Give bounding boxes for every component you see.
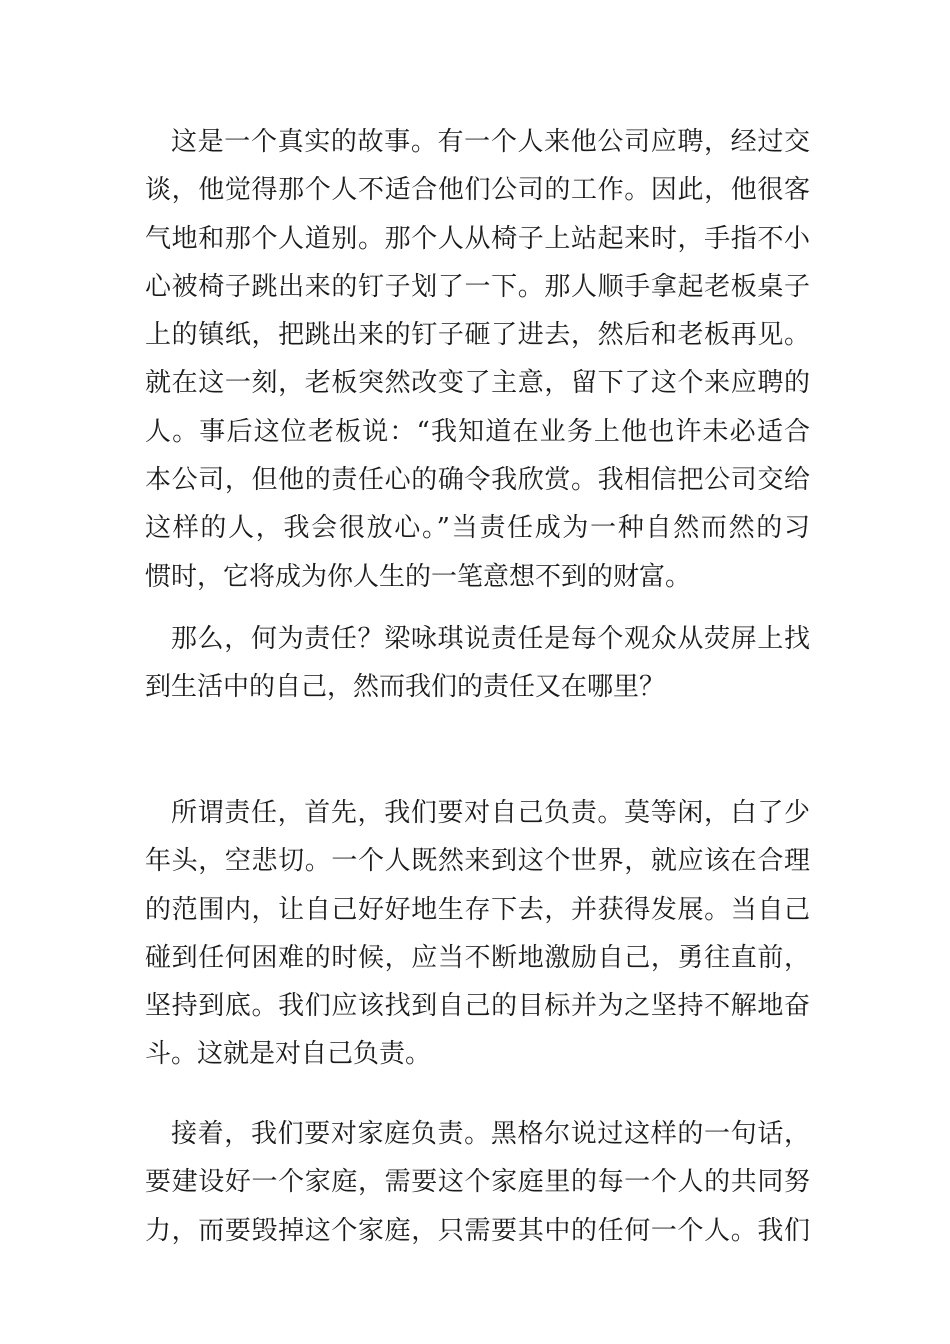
paragraph-story [145, 118, 810, 601]
text-line: 碰到任何困难的时候，应当不断地激励自己，勇往直前， [145, 942, 810, 973]
text-line: 谈，他觉得那个人不适合他们公司的工作。因此，他很客 [145, 175, 810, 206]
text-line: 要建设好一个家庭，需要这个家庭里的每一个人的共同努 [145, 1167, 810, 1198]
text-line: 心被椅子跳出来的钉子划了一下。那人顺手拿起老板桌子 [145, 271, 810, 302]
text-line: 接着，我们要对家庭负责。黑格尔说过这样的一句话， [171, 1119, 810, 1149]
text-line: 惯时，它将成为你人生的一笔意想不到的财富。 [145, 561, 692, 592]
text-line: 斗。这就是对自己负责。 [145, 1039, 432, 1070]
text-line: 这是一个真实的故事。有一个人来他公司应聘，经过交 [171, 127, 810, 157]
text-line: 那么，何为责任？梁咏琪说责任是每个观众从荧屏上找 [171, 624, 810, 654]
text-line: 所谓责任，首先，我们要对自己负责。莫等闲，白了少 [171, 798, 810, 828]
text-line: 上的镇纸，把跳出来的钉子砸了进去，然后和老板再见。 [145, 320, 810, 351]
text-line: 本公司，但他的责任心的确令我欣赏。我相信把公司交给 [145, 465, 810, 496]
text-line: 就在这一刻，老板突然改变了主意，留下了这个来应聘的 [145, 368, 810, 399]
text-line: 力，而要毁掉这个家庭，只需要其中的任何一个人。我们 [145, 1215, 810, 1246]
paragraph-family-responsibility [145, 1110, 810, 1255]
text-line: 的范围内，让自己好好地生存下去，并获得发展。当自己 [145, 894, 810, 925]
paragraph-what-is-responsibility [145, 615, 810, 712]
text-line: 年头，空悲切。一个人既然来到这个世界，就应该在合理 [145, 846, 810, 877]
text-line: 人。事后这位老板说：“我知道在业务上他也许未必适合 [145, 416, 810, 447]
paragraph-self-responsibility [145, 789, 810, 1079]
text-line: 到生活中的自己，然而我们的责任又在哪里？ [145, 672, 666, 703]
text-line: 气地和那个人道别。那个人从椅子上站起来时，手指不小 [145, 223, 810, 254]
text-line: 这样的人，我会很放心。”当责任成为一种自然而然的习 [145, 513, 810, 544]
text-line: 坚持到底。我们应该找到自己的目标并为之坚持不解地奋 [145, 991, 810, 1022]
